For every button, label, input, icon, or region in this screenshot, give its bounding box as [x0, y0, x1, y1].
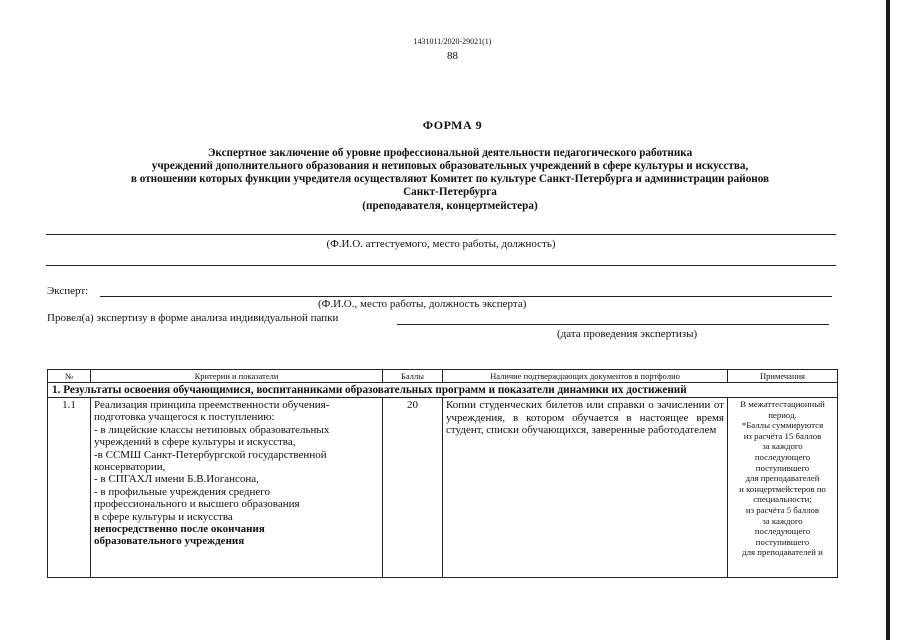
col-header-documents: Наличие подтверждающих документов в портфолио	[443, 370, 728, 383]
row-number: 1.1	[48, 398, 91, 578]
subtitle-line-5: (преподавателя, концертмейстера)	[362, 200, 538, 212]
expert-caption: (Ф.И.О., место работы, должность эксперта)	[318, 298, 527, 310]
date-field-line	[397, 324, 829, 325]
subtitle-line-4: Санкт-Петербурга	[403, 186, 497, 198]
scan-edge-line	[886, 0, 890, 640]
criteria-line: Реализация принципа преемственности обучения-	[94, 399, 330, 411]
col-header-criteria: Критерии и показатели	[91, 370, 383, 383]
note-line: за каждого	[762, 515, 803, 526]
document-number: 1431011/2020-29021(1)	[413, 37, 492, 46]
note-line: поступившего	[755, 536, 810, 547]
fio-underline-2	[46, 265, 836, 266]
row-criteria	[91, 398, 383, 578]
fio-caption: (Ф.И.О. аттестуемого, место работы, должность)	[326, 238, 556, 250]
row-documents: Копии студенческих билетов или справки о зачислении от учреждения, в котором обучается в настоящее время студент, списки обучающихся, заверенные работодателем	[443, 398, 728, 578]
note-line: из расчёта 5 баллов	[745, 504, 820, 515]
expert-label: Эксперт:	[47, 285, 89, 297]
note-line: *Баллы суммируются	[741, 420, 824, 431]
subtitle-line-3: в отношении которых функции учредителя осуществляют Комитет по культуре Санкт-Петербурга и администрации районов	[130, 173, 770, 185]
criteria-bold-line: образовательного учреждения	[94, 535, 245, 548]
form-title: ФОРМА 9	[422, 118, 483, 132]
row-points: 20	[383, 398, 443, 578]
fio-underline	[46, 234, 836, 235]
criteria-line: подготовка учащегося к поступлению:	[94, 411, 275, 424]
note-line: последующего	[754, 526, 811, 537]
section-title: 1. Результаты освоения обучающимися, воспитанниками образовательных программ и показатели динамики их достижений	[48, 383, 838, 398]
note-line: период.	[768, 409, 797, 420]
criteria-line: - в СПГАХЛ имени Б.В.Иогансона,	[94, 473, 259, 486]
criteria-line: консерватории,	[94, 461, 166, 474]
subtitle-line-1: Экспертное заключение об уровне профессиональной деятельности педагогического работника	[207, 147, 693, 159]
criteria-bold-line: непосредственно после окончания	[94, 523, 265, 536]
note-line: В межаттестационный	[740, 399, 825, 409]
criteria-line: в сфере культуры и искусства	[94, 510, 233, 523]
section-row	[48, 383, 838, 398]
note-line: специальности;	[753, 494, 812, 505]
date-caption: (дата проведения экспертизы)	[557, 328, 698, 340]
conducted-label: Провел(а) экспертизу в форме анализа индивидуальной папки	[47, 312, 339, 324]
criteria-table	[47, 369, 838, 578]
col-header-number: №	[48, 370, 91, 383]
criteria-line: - в лицейские классы нетиповых образовательных	[94, 423, 330, 436]
subtitle-line-2: учреждений дополнительного образования и нетиповых образовательных учреждений в сфере культуры и искусства,	[151, 160, 749, 172]
note-line: для преподавателей	[745, 473, 820, 484]
note-line: поступившего	[755, 462, 810, 473]
page-number: 88	[447, 50, 458, 62]
note-line: для преподавателей и	[742, 547, 823, 558]
criteria-line: -в ССМШ Санкт-Петербургской государственной	[94, 448, 327, 461]
note-line: и концертмейстеров по	[739, 483, 826, 494]
criteria-line: профессионального и высшего образования	[94, 498, 300, 511]
note-line: за каждого	[762, 441, 803, 452]
criteria-line: учреждений в сфере культуры и искусства,	[94, 436, 296, 449]
note-line: из расчёта 15 баллов	[743, 430, 822, 441]
note-line: последующего	[754, 451, 811, 462]
table-header-row	[48, 370, 838, 383]
row-notes	[728, 398, 838, 578]
col-header-points: Баллы	[383, 370, 443, 383]
expert-field-line	[100, 296, 832, 297]
col-header-notes: Примечания	[728, 370, 838, 383]
criteria-line: - в профильные учреждения среднего	[94, 485, 270, 498]
table-row	[48, 398, 838, 578]
